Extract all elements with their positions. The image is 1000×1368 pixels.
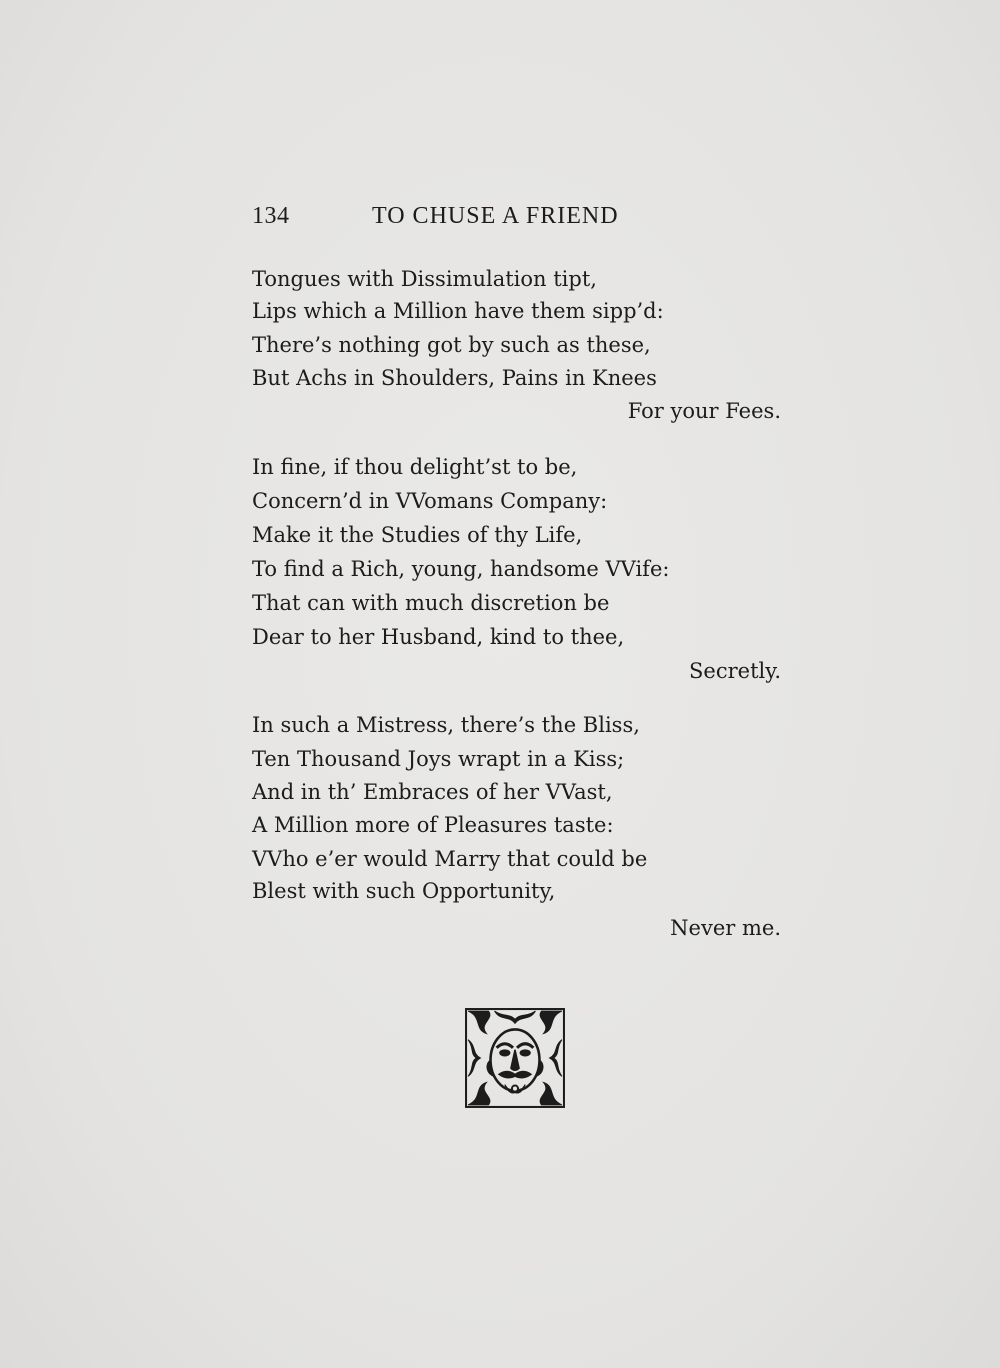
poem-line: To find a Rich, young, handsome VVife: (252, 557, 670, 581)
poem-line: There’s nothing got by such as these, (252, 333, 651, 357)
poem-line: Tongues with Dissimulation tipt, (252, 267, 597, 291)
poem-line: And in th’ Embraces of her VVast, (252, 780, 613, 804)
running-head (252, 203, 782, 237)
poem-line: Make it the Studies of thy Life, (252, 523, 583, 547)
poem-line: But Achs in Shoulders, Pains in Knees (252, 366, 657, 390)
poem-line: VVho e’er would Marry that could be (252, 847, 648, 871)
poem-line: A Million more of Pleasures taste: (252, 813, 614, 837)
page-number: 134 (252, 203, 290, 229)
poem-refrain: Never me. (670, 916, 781, 940)
poem-refrain: For your Fees. (627, 399, 781, 423)
poem-line: Dear to her Husband, kind to thee, (252, 625, 625, 649)
poem-refrain: Secretly. (689, 659, 781, 683)
poem-line: Lips which a Million have them sipp’d: (252, 299, 664, 323)
poem-line: In such a Mistress, there’s the Bliss, (252, 713, 640, 737)
poem-line: Ten Thousand Joys wrapt in a Kiss; (252, 747, 625, 771)
poem-line: Blest with such Opportunity, (252, 879, 556, 903)
poem-line: That can with much discretion be (252, 591, 610, 615)
green-man-face-ornament-icon (464, 1007, 566, 1109)
poem-line: Concern’d in VVomans Company: (252, 489, 608, 513)
page-title: TO CHUSE A FRIEND (372, 203, 619, 229)
poem-line: In fine, if thou delight’st to be, (252, 455, 578, 479)
